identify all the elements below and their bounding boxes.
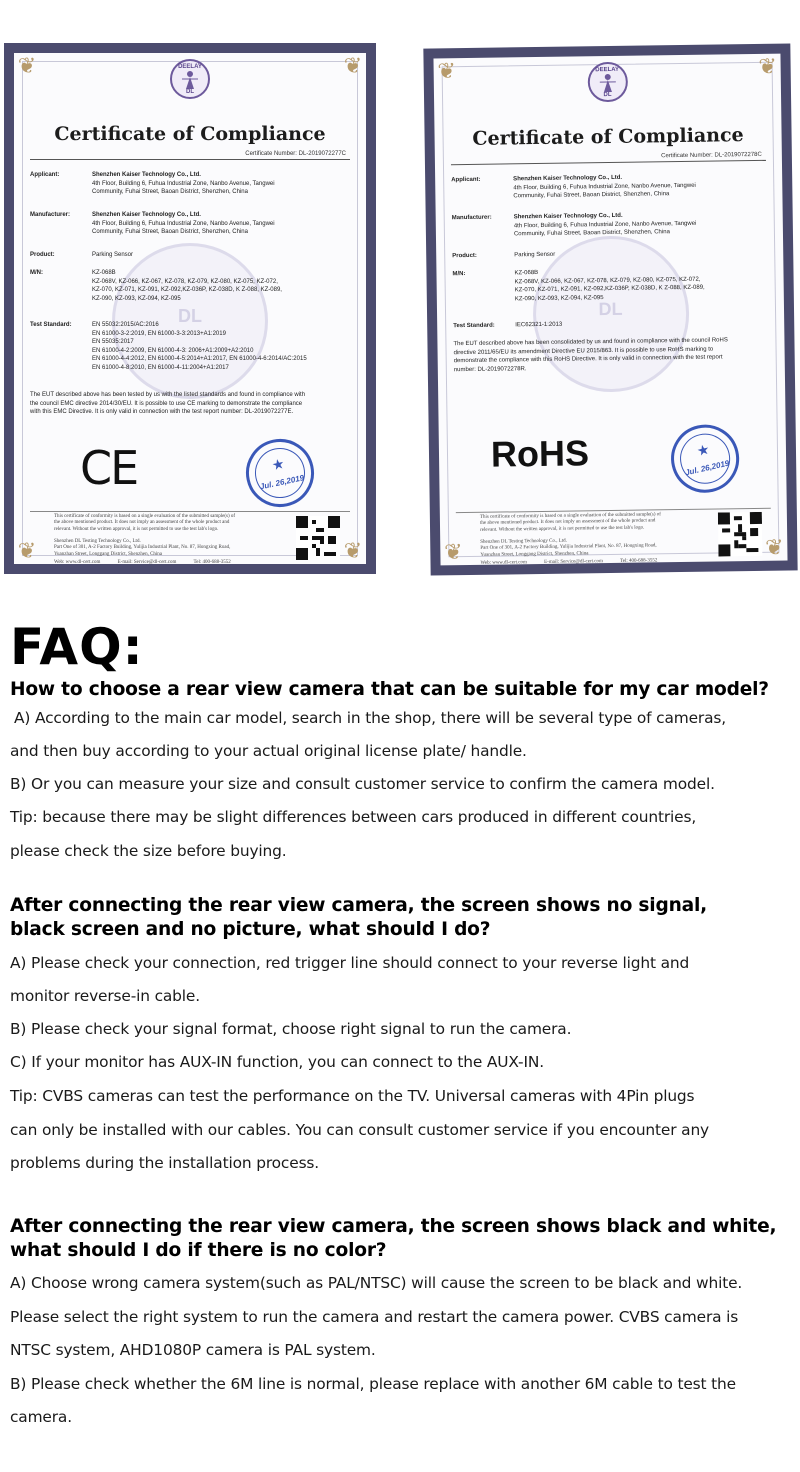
address-line: Shenzhen DL Testing Technology Co., Ltd. xyxy=(54,539,141,544)
statement-line: demonstrate the compliance with this RoHS Directive. It is only valid in connection with the test report xyxy=(453,354,723,365)
compliance-statement xyxy=(453,336,768,375)
faq-answer-line: C) If your monitor has AUX-IN function, you can connect to the AUX-IN. xyxy=(10,1053,544,1071)
model-number-line: KZ-090, KZ-093, KZ-094, KZ-095 xyxy=(514,294,604,303)
faq-answer-line: B) Please check whether the 6M line is normal, please replace with another 6M cable to test the xyxy=(10,1375,736,1393)
compliance-statement xyxy=(30,391,350,417)
faq-question-line: black screen and no picture, what should I do? xyxy=(10,919,491,940)
faq-answer-line: A) Choose wrong camera system(such as PAL/NTSC) will cause the screen to be black and white. xyxy=(10,1274,743,1292)
applicant-address-line: Community, Fuhai Street, Baoan District, Shenzhen, China xyxy=(92,189,248,196)
faq-answer-line: problems during the installation process. xyxy=(10,1154,320,1172)
divider xyxy=(30,159,350,160)
faq-answer-line: NTSC system, AHD1080P camera is PAL system. xyxy=(10,1341,376,1359)
faq-answer-line: A) Please check your connection, red trigger line should connect to your reverse light and xyxy=(10,954,690,972)
model-number-label: M/N: xyxy=(30,270,43,276)
footnote-line: relevant. Without the written approval, it is not permitted to use the test lab's logo. xyxy=(480,525,645,533)
lab-logo xyxy=(170,59,210,99)
ce-certificate xyxy=(4,43,376,574)
lab-address xyxy=(54,539,266,558)
manufacturer-address-line: Community, Fuhai Street, Baoan District, Shenzhen, China xyxy=(513,229,670,238)
lab-logo-top-text: DEELAY xyxy=(178,64,202,70)
standard-line: EN 55035:2017 xyxy=(92,339,134,346)
lab-website: Web: www.dl-cert.com xyxy=(54,560,101,565)
statement-line: with this EMC Directive. It is only valid in connection with the test report number: DL-2019072277E. xyxy=(30,409,294,416)
applicant-label: Applicant: xyxy=(451,176,481,184)
faq-answer-line: B) Or you can measure your size and consult customer service to confirm the camera model. xyxy=(10,775,715,793)
standard-line: EN 61000-4-8:2010, EN 61000-4-11:2004+A1:2017 xyxy=(92,364,229,371)
manufacturer-name: Shenzhen Kaiser Technology Co., Ltd. xyxy=(513,212,623,221)
footnote-line: the above mentioned product. It does not imply an assessment of the whole product and xyxy=(479,518,656,527)
faq-answer-line: B) Please check your signal format, choose right signal to run the camera. xyxy=(10,1020,572,1038)
rohs-mark: RoHS xyxy=(490,432,590,475)
lab-logo-bottom-text: DL xyxy=(186,89,194,95)
address-line: Part One of 301, A-2 Factory Building, Yulijia Industrial Plant, No. 87, Hongxing Road, xyxy=(480,543,657,552)
standard-line: EN 61000-4-2:2009, EN 61000-4-3: 2006+A1:2009+A2:2010 xyxy=(92,347,254,354)
faq-question xyxy=(10,1215,776,1263)
statement-line: the council EMC directive 2014/30/EU. It is possible to use CE marking to demonstrate the compliance xyxy=(30,400,303,407)
applicant-name: Shenzhen Kaiser Technology Co., Ltd. xyxy=(513,174,623,183)
faq-answer-line: can only be installed with our cables. You can consult customer service if you encounter any xyxy=(10,1121,710,1139)
manufacturer-name: Shenzhen Kaiser Technology Co., Ltd. xyxy=(92,212,201,218)
statement-line: The EUT described above has been consolidated by us and found in compliance with the council RoHS xyxy=(453,337,728,348)
qr-code-icon xyxy=(296,516,340,560)
lab-contact xyxy=(480,558,687,566)
model-number-line: KZ-070, KZ-071, KZ-091, KZ-092,KZ-036P, KZ-038D, K Z-088, KZ-089, xyxy=(514,284,705,294)
corner-ornament-icon: ❦ xyxy=(343,538,363,563)
qr-code-icon xyxy=(718,512,763,557)
stamp-date: Jul. 26,2019 xyxy=(259,473,305,492)
corner-ornament-icon: ❦ xyxy=(437,58,457,84)
lab-contact xyxy=(54,560,266,565)
stamp-star-icon: ★ xyxy=(695,440,711,460)
faq-question-line: what should I do if there is no color? xyxy=(10,1240,387,1261)
standard-line: EN 55032:2015/AC:2016 xyxy=(92,322,159,328)
model-number-line: KZ-090, KZ-093, KZ-094, KZ-095 xyxy=(92,295,181,302)
faq-answer-line: camera. xyxy=(10,1408,72,1426)
model-number-label: M/N: xyxy=(452,271,466,278)
watermark-seal: DL xyxy=(531,235,689,393)
faq-answer-line: Please select the right system to run the camera and restart the camera power. CVBS camera is xyxy=(10,1308,739,1326)
corner-ornament-icon: ❦ xyxy=(17,53,37,78)
footnote-line: This certificate of conformity is based on a single evaluation of the submitted sample(s) of xyxy=(479,512,661,520)
footnote-line: relevant. Without the written approval, it is not permitted to use the test lab's logo. xyxy=(54,526,219,532)
faq-question-line: After connecting the rear view camera, the screen shows no signal, xyxy=(10,895,708,916)
certificate-footnote xyxy=(480,512,687,534)
lab-logo xyxy=(587,62,628,103)
faq-answer-line: Tip: because there may be slight differences between cars produced in different countries, xyxy=(10,808,697,826)
model-number-line: KZ-068B xyxy=(92,270,116,276)
stamp-date: Jul. 26,2019 xyxy=(684,458,731,478)
test-standard-label: Test Standard: xyxy=(453,322,495,330)
certificate-number: Certificate Number: DL-2019072278C xyxy=(661,151,762,160)
ce-mark: CE xyxy=(80,441,138,495)
model-number-line: KZ-068B xyxy=(514,270,539,277)
faq-question xyxy=(10,894,707,942)
test-standard-label: Test Standard: xyxy=(30,322,72,328)
applicant-address-line: 4th Floor, Building 6, Fuhua Industrial Zone, Nanbo Avenue, Tangwei xyxy=(513,182,696,191)
manufacturer-label: Manufacturer: xyxy=(30,212,71,218)
address-line: Shenzhen DL Testing Technology Co., Ltd. xyxy=(480,538,567,545)
standard-line: EN 61000-3-2:2019, EN 61000-3-3:2013+A1:2019 xyxy=(92,330,226,337)
product-label: Product: xyxy=(30,252,55,258)
certificate-footnote xyxy=(54,514,266,533)
lab-address xyxy=(480,537,687,559)
corner-ornament-icon: ❦ xyxy=(758,53,778,79)
faq-answer-line: monitor reverse-in cable. xyxy=(10,987,200,1005)
faq-question-line: How to choose a rear view camera that can be suitable for my car model? xyxy=(10,679,769,700)
corner-ornament-icon: ❦ xyxy=(343,53,363,78)
address-line: Yuanzhan Street, Longgang District, Shenzhen, China xyxy=(54,551,163,557)
model-number-line: KZ-068V, KZ-066, KZ-067, KZ-078, KZ-079, KZ-080, KZ-075, KZ-072, xyxy=(92,278,278,285)
corner-ornament-icon: ❦ xyxy=(443,539,463,565)
faq-question-line: After connecting the rear view camera, the screen shows black and white, xyxy=(10,1216,777,1237)
applicant-label: Applicant: xyxy=(30,172,60,178)
faq-answer-line: A) According to the main car model, search in the shop, there will be several type of cameras, xyxy=(14,709,726,727)
product-value: Parking Sensor xyxy=(514,251,556,259)
certificate-number: Certificate Number: DL-2019072277C xyxy=(245,151,346,157)
manufacturer-label: Manufacturer: xyxy=(451,214,492,222)
faq-answer-line: please check the size before buying. xyxy=(10,842,287,860)
applicant-address-line: Community, Fuhai Street, Baoan District, Shenzhen, China xyxy=(513,191,670,200)
address-line: Part One of 301, A-2 Factory Building, Yulijia Industrial Plant, No. 87, Hongxing Road, xyxy=(54,545,231,551)
watermark-seal: DL xyxy=(112,243,268,399)
lab-phone: Tel: 400-688-3552 xyxy=(619,558,658,564)
manufacturer-address-line: 4th Floor, Building 6, Fuhua Industrial Zone, Nanbo Avenue, Tangwei xyxy=(92,220,275,227)
standard-line: IEC62321-1:2013 xyxy=(515,321,563,329)
product-value: Parking Sensor xyxy=(92,252,134,258)
rohs-certificate xyxy=(423,43,797,575)
faq-answer-line: and then buy according to your actual original license plate/ handle. xyxy=(10,742,527,760)
statement-line: directive 2011/65/EU its amendment Directive EU 2015/863. It is possible to use RoHS marking to xyxy=(453,346,714,356)
footer-divider xyxy=(30,511,350,512)
certificate-title: Certificate of Compliance xyxy=(472,124,744,150)
footnote-line: This certificate of conformity is based on a single evaluation of the submitted sample(s) of xyxy=(54,514,236,519)
applicant-address-line: 4th Floor, Building 6, Fuhua Industrial Zone, Nanbo Avenue, Tangwei xyxy=(92,180,275,187)
lab-logo-top-text: DEELAY xyxy=(595,66,620,74)
lab-email: E-mail: Service@dl-cert.com xyxy=(544,559,603,565)
model-number-line: KZ-068V, KZ-066, KZ-067, KZ-078, KZ-079, KZ-080, KZ-075, KZ-072, xyxy=(514,276,701,285)
corner-ornament-icon: ❦ xyxy=(764,534,784,560)
faq-answer-line: Tip: CVBS cameras can test the performance on the TV. Universal cameras with 4Pin plugs xyxy=(10,1087,695,1105)
lab-phone: Tel: 400-688-3552 xyxy=(193,560,231,565)
faq-question xyxy=(10,678,769,702)
lab-website: Web: www.dl-cert.com xyxy=(480,560,527,566)
product-label: Product: xyxy=(452,252,477,260)
corner-ornament-icon: ❦ xyxy=(17,538,37,563)
lab-logo-bottom-text: DL xyxy=(603,91,612,99)
footnote-line: the above mentioned product. It does not imply an assessment of the whole product and xyxy=(54,520,230,526)
applicant-name: Shenzhen Kaiser Technology Co., Ltd. xyxy=(92,172,201,178)
lab-email: E-mail: Service@dl-cert.com xyxy=(117,560,177,565)
stamp-star-icon: ★ xyxy=(270,455,286,474)
statement-line: number: DL-2019072278R. xyxy=(453,365,527,373)
model-number-line: KZ-070, KZ-071, KZ-091, KZ-092,KZ-036P, KZ-038D, K Z-088, KZ-089, xyxy=(92,287,282,294)
faq-heading: FAQ: xyxy=(10,618,144,676)
certificate-title: Certificate of Compliance xyxy=(54,123,326,145)
standard-line: EN 61000-4-4:2012, EN 61000-4-5:2014+A1:2017, EN 61000-4-6:2014/AC:2015 xyxy=(92,356,307,363)
statement-line: The EUT described above has been tested by us with the listed standards and found in compliance with xyxy=(30,392,306,398)
address-line: Yuanzhan Street, Longgang District, Shenzhen, China xyxy=(480,551,589,558)
manufacturer-address-line: Community, Fuhai Street, Baoan District, Shenzhen, China xyxy=(92,229,248,236)
manufacturer-address-line: 4th Floor, Building 6, Fuhua Industrial Zone, Nanbo Avenue, Tangwei xyxy=(513,220,697,229)
